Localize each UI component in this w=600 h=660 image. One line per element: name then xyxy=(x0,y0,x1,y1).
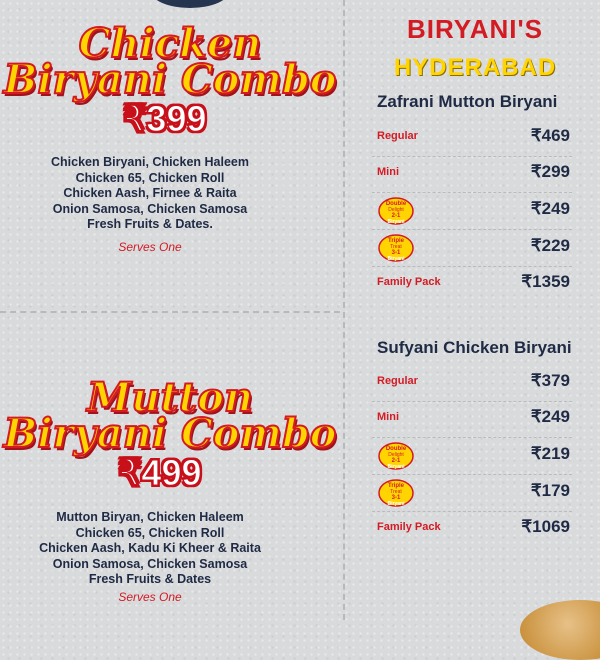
price-row xyxy=(372,193,572,230)
biryani-plate-image xyxy=(520,600,600,660)
menu-title: Sufyani Chicken Biryani xyxy=(377,338,572,357)
svg-text:3-1: 3-1 xyxy=(391,495,401,501)
size-label: Regular xyxy=(377,375,418,387)
svg-text:Double: Double xyxy=(385,446,407,452)
svg-text:Biryani: Biryani xyxy=(387,501,405,507)
svg-text:2-1: 2-1 xyxy=(391,458,401,464)
svg-text:Biryani: Biryani xyxy=(387,219,405,225)
price-value: ₹219 xyxy=(530,444,570,463)
price-row xyxy=(372,120,572,157)
price-row xyxy=(372,266,572,302)
combo-price: ₹499 xyxy=(118,452,202,493)
brand-location: HYDERABAD xyxy=(393,54,557,81)
combo-title-line1: Chicken xyxy=(78,20,262,67)
double-delight-badge-icon xyxy=(378,196,414,226)
svg-text:Triple: Triple xyxy=(387,483,405,489)
serves-label: Serves One xyxy=(118,590,182,604)
combo-item: Onion Samosa, Chicken Samosa xyxy=(52,556,248,571)
svg-text:Delight: Delight xyxy=(388,452,404,458)
price-row xyxy=(372,438,572,475)
svg-text:Delight: Delight xyxy=(388,207,404,213)
triple-treat-badge-icon xyxy=(378,233,414,263)
price-value: ₹1069 xyxy=(521,517,570,536)
svg-text:Treat: Treat xyxy=(390,489,402,495)
price-row xyxy=(372,475,572,512)
size-label: Mini xyxy=(377,166,399,178)
size-label: Mini xyxy=(377,411,399,423)
combo-item: Chicken Biryani, Chicken Haleem xyxy=(51,155,249,169)
price-value: ₹179 xyxy=(530,481,570,500)
combo-items xyxy=(0,155,300,233)
price-row xyxy=(372,230,572,267)
combo-item: Chicken 65, Chicken Roll xyxy=(75,525,225,540)
size-label: Regular xyxy=(377,130,418,142)
combo-price: ₹399 xyxy=(123,98,207,139)
price-row xyxy=(372,511,572,547)
divider xyxy=(0,311,340,313)
serves-label: Serves One xyxy=(118,240,182,254)
svg-text:Double: Double xyxy=(385,201,407,207)
menu-title: Zafrani Mutton Biryani xyxy=(377,92,558,111)
price-row xyxy=(372,365,572,402)
combo-title-line1: Mutton xyxy=(86,374,254,421)
size-label: Family Pack xyxy=(377,521,441,533)
svg-text:3-1: 3-1 xyxy=(391,250,401,256)
price-row xyxy=(372,156,572,193)
svg-text:Biryani: Biryani xyxy=(387,464,405,470)
combo-item: Fresh Fruits & Dates xyxy=(88,572,212,586)
svg-text:Biryani: Biryani xyxy=(387,256,405,262)
price-value: ₹229 xyxy=(530,236,570,255)
combo-item: Chicken Aash, Kadu Ki Kheer & Raita xyxy=(39,541,261,555)
price-value: ₹469 xyxy=(530,126,570,145)
size-label: Family Pack xyxy=(377,276,441,288)
combo-item: Mutton Biryan, Chicken Haleem xyxy=(56,510,244,524)
combo-items xyxy=(0,510,300,588)
svg-text:2-1: 2-1 xyxy=(391,213,401,219)
divider xyxy=(343,0,345,620)
combo-title-line2: Biryani Combo xyxy=(3,56,337,103)
price-value: ₹1359 xyxy=(521,272,570,291)
price-value: ₹249 xyxy=(530,407,570,426)
combo-item: Fresh Fruits & Dates. xyxy=(87,217,213,231)
combo-item: Chicken 65, Chicken Roll xyxy=(75,170,225,185)
combo-title xyxy=(0,374,340,457)
triple-treat-badge-icon xyxy=(378,478,414,508)
price-value: ₹249 xyxy=(530,199,570,218)
combo-item: Onion Samosa, Chicken Samosa xyxy=(52,201,248,216)
svg-text:Treat: Treat xyxy=(390,244,402,250)
price-value: ₹299 xyxy=(530,162,570,181)
combo-item: Chicken Aash, Firnee & Raita xyxy=(63,186,237,200)
svg-text:Triple: Triple xyxy=(387,238,405,244)
price-value: ₹379 xyxy=(530,371,570,390)
combo-title xyxy=(0,20,340,103)
brand-name: BIRYANI'S xyxy=(406,14,544,44)
double-delight-badge-icon xyxy=(378,441,414,471)
combo-title-line2: Biryani Combo xyxy=(3,410,337,457)
price-row xyxy=(372,401,572,438)
